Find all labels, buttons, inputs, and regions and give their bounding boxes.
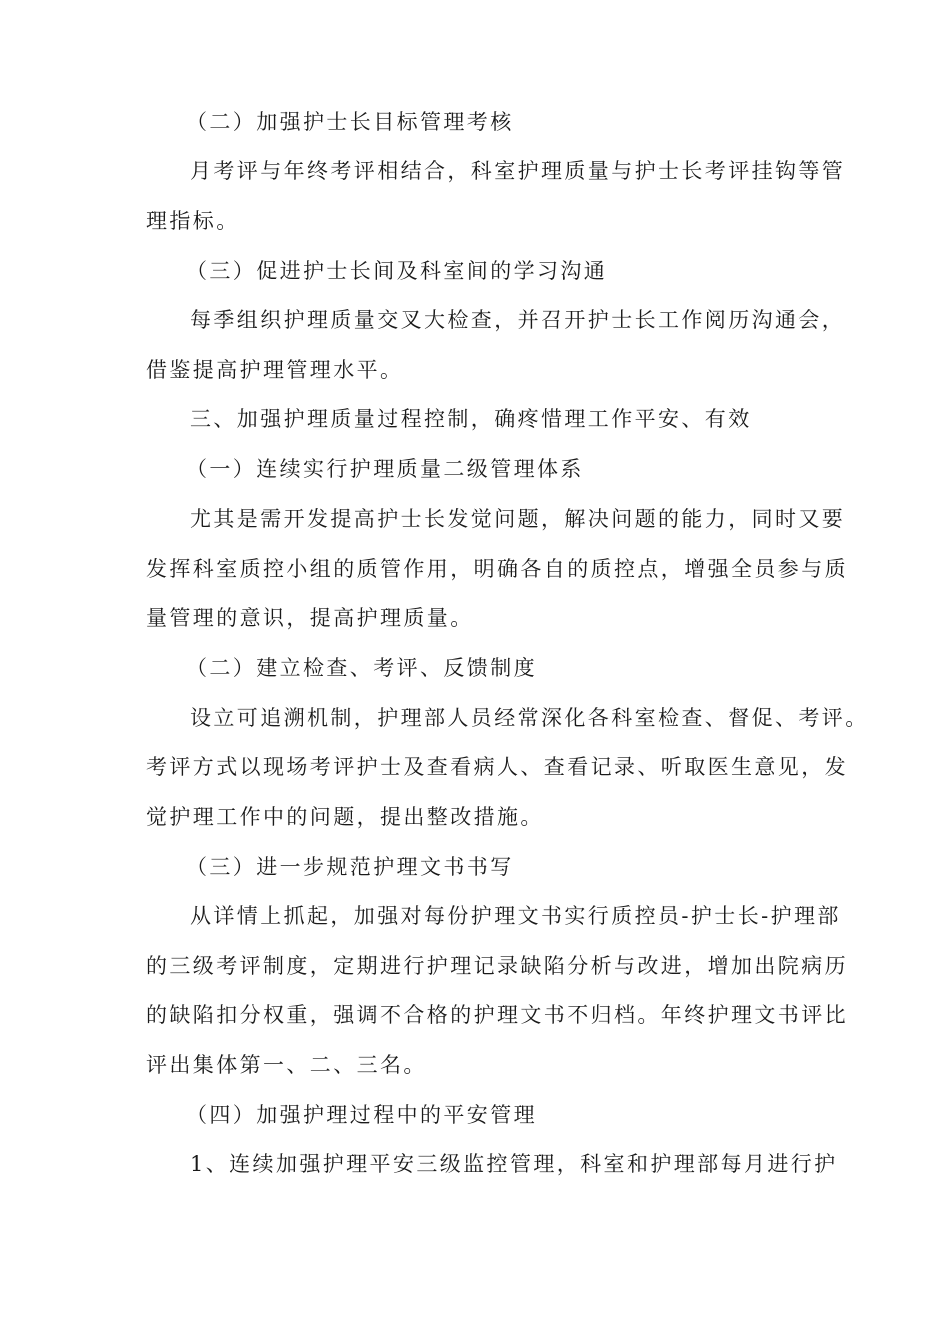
section-heading: 三、加强护理质量过程控制，确疼惜理工作平安、有效 <box>190 407 752 431</box>
paragraph-line: 借鉴提高护理管理水平。 <box>146 358 404 382</box>
paragraph-line: 每季组织护理质量交叉大检查，并召开护士长工作阅历沟通会， <box>190 308 846 332</box>
section-heading: （三）进一步规范护理文书书写 <box>186 855 514 879</box>
paragraph-line: 设立可追溯机制，护理部人员经常深化各科室检查、督促、考评。 <box>190 706 869 730</box>
paragraph-line: 评出集体第一、二、三名。 <box>146 1053 427 1077</box>
paragraph-line: 发挥科室质控小组的质管作用，明确各自的质控点，增强全员参与质 <box>146 557 848 581</box>
paragraph-line: 理指标。 <box>146 209 240 233</box>
section-heading: （三）促进护士长间及科室间的学习沟通 <box>186 259 608 283</box>
section-heading: （四）加强护理过程中的平安管理 <box>186 1103 537 1127</box>
paragraph-line: 月考评与年终考评相结合，科室护理质量与护士长考评挂钩等管 <box>190 159 846 183</box>
section-heading: （一）连续实行护理质量二级管理体系 <box>186 457 584 481</box>
paragraph-line: 量管理的意识，提高护理质量。 <box>146 606 474 630</box>
paragraph-line: 的三级考评制度，定期进行护理记录缺陷分析与改进，增加出院病历 <box>146 954 848 978</box>
section-heading: （二）加强护士长目标管理考核 <box>186 110 514 134</box>
paragraph-line: 考评方式以现场考评护士及查看病人、查看记录、听取医生意见，发 <box>146 755 848 779</box>
paragraph-line: 1、连续加强护理平安三级监控管理，科室和护理部每月进行护 <box>190 1152 838 1176</box>
paragraph-line: 从详情上抓起，加强对每份护理文书实行质控员-护士长-护理部 <box>190 904 841 928</box>
paragraph-line: 尤其是需开发提高护士长发觉问题，解决问题的能力，同时又要 <box>190 507 846 531</box>
paragraph-line: 的缺陷扣分权重，强调不合格的护理文书不归档。年终护理文书评比 <box>146 1003 848 1027</box>
paragraph-line: 觉护理工作中的问题，提出整改措施。 <box>146 805 544 829</box>
section-heading: （二）建立检查、考评、反馈制度 <box>186 656 537 680</box>
